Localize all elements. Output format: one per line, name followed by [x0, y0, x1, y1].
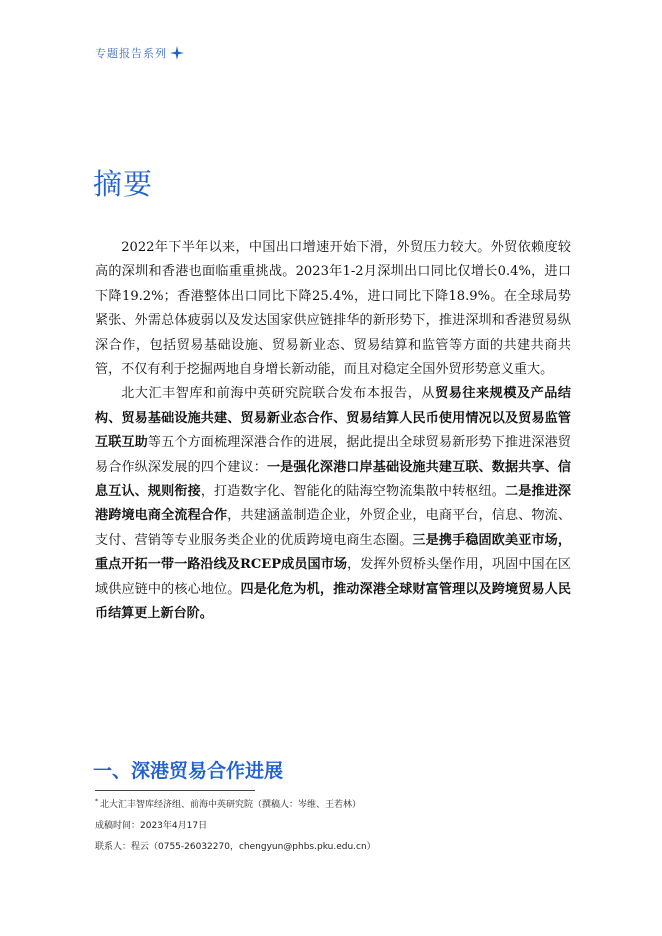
recommendation-3: 三是携手稳固欧美亚市场，重点开拓一带一路沿线及RCEP成员国市场 — [95, 532, 571, 573]
footnotes — [95, 796, 575, 862]
footnote-authors — [95, 796, 575, 811]
paragraph-text: ，共建涵盖制造企业，外贸企业，电商平台，信息、物流、支付、营销等专业服务类企业的优质跨境电商生态圈。 — [95, 508, 572, 548]
footnote-date: 成稿时间：2023年4月17日 — [95, 821, 208, 831]
abstract-paragraph-1: 2022年下半年以来，中国出口增速开始下滑，外贸压力较大。外贸依赖度较高的深圳和香港也面临重重挑战。2023年1-2月深圳出口同比仅增长0.4%，进口下降19.2%；香港整体出口同比下降25.4%，进口同比下降18.9%。在全球局势紧张、外需总体疲弱以及发达国家供应链排华的新形势下，推进深圳和香港贸易纵深合作，包括贸易基础设施、贸易新业态、贸易结算和监管等方面的共建共商共管，不仅有利于挖掘两地自身增长新动能，而且对稳定全国外贸形势意义重大。 — [95, 240, 571, 378]
paragraph-text: 等五个方面梳理深港合作的进展，据此提出全球贸易新形势下推进深港贸易合作纵深发展的四个建议： — [95, 435, 572, 475]
paragraph-text: ，打造数字化、智能化的陆海空物流集散中转枢纽。 — [200, 484, 506, 500]
report-series-label — [95, 45, 184, 61]
abstract-body — [95, 236, 571, 627]
paragraph-bold-text: 贸易往来规模及产品结构、贸易基础设施共建、贸易新业态合作、贸易结算人民币使用情况以及贸易监管互联互助 — [95, 386, 571, 451]
footnote-contact: 联系人：程云（0755-26032270，chengyun@phbs.pku.edu.cn） — [95, 842, 376, 852]
section-heading: 一、深港贸易合作进展 — [93, 760, 284, 782]
footnote-marker: * — [95, 798, 98, 805]
recommendation-4: 四是化危为机，推动深港全球财富管理以及跨境贸易人民币结算更上新台阶。 — [95, 581, 571, 622]
footnote-authors-text: 北大汇丰智库经济组、前海中英研究院（撰稿人：岑维、王若林） — [100, 800, 362, 810]
abstract-paragraph-2 — [95, 382, 571, 626]
recommendation-2: 二是推进深港跨境电商全流程合作 — [95, 484, 572, 524]
paragraph-text: ，发挥外贸桥头堡作用，巩固中国在区域供应链中的核心地位。 — [95, 557, 571, 597]
page-title: 摘要 — [93, 167, 154, 201]
paragraph-text: 北大汇丰智库和前海中英研究院联合发布本报告，从 — [121, 386, 436, 402]
footnote-divider — [95, 790, 255, 791]
recommendation-1: 一是强化深港口岸基础设施共建互联、数据共享、信息互认、规则衔接 — [95, 459, 571, 500]
series-label-text: 专题报告系列 — [95, 47, 167, 60]
four-point-star-icon — [170, 46, 184, 60]
